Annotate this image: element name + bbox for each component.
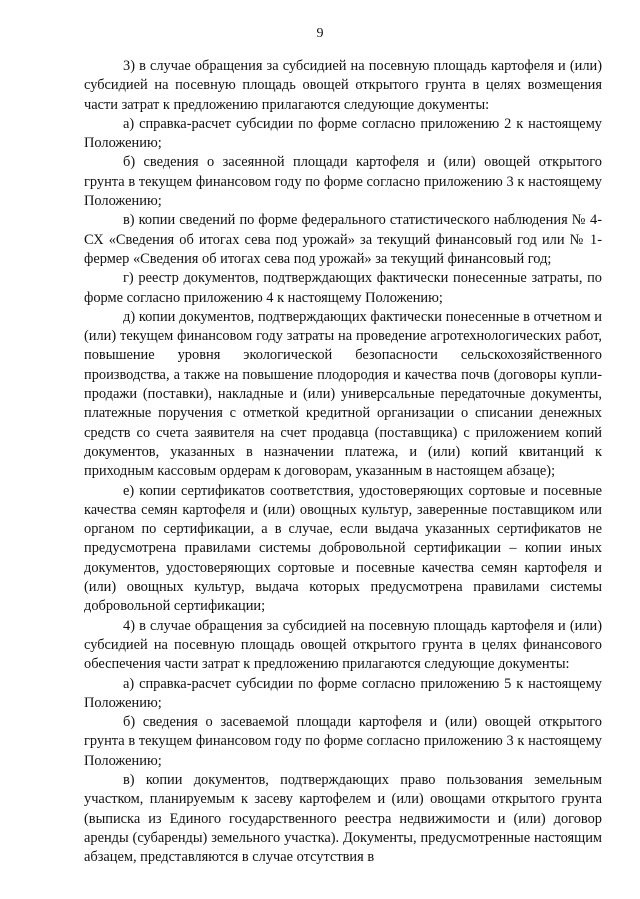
paragraph-4b: б) сведения о засеваемой площади картофеля и (или) овощей открытого грунта в текущем финансовом году по форме согласно приложению 3 к настоящему Положению; [84, 714, 602, 769]
paragraph-3a: а) справка-расчет субсидии по форме согласно приложению 2 к настоящему Положению; [84, 115, 602, 152]
paragraph-3b: б) сведения о засеянной площади картофеля и (или) овощей открытого грунта в текущем финансовом году по форме согласно приложению 3 к настоящему Положению; [84, 154, 602, 210]
paragraph-3: 3) в случае обращения за субсидией на посевную площадь картофеля и (или) субсидией на посевную площадь овощей открытого грунта в целях возмещения части затрат к предложению прилагаются следующие документы: [84, 58, 602, 113]
document-body [84, 57, 602, 867]
paragraph-4a: а) справка-расчет субсидии по форме согласно приложению 5 к настоящему Положению; [84, 675, 602, 711]
paragraph-4v: в) копии документов, подтверждающих право пользования земельным участком, планируемым к засеву картофелем и (или) овощами открытого грунта (выписка из Единого государственного реестра недвижимости и (или) договор аренды (субаренды) земельного участка). Документы, предусмотренные настоящим абзацем, представляются в случае отсутствия в [84, 771, 602, 866]
paragraph-3d: д) копии документов, подтверждающих фактически понесенные в отчетном и (или) текущем финансовом году затраты на проведение агротехнологических работ, повышение уровня экологической безопасности сельскохозяйственного производства, а также на повышение плодородия и качества почв (договоры купли-продажи (поставки), накладные и (или) универсальные передаточные документы, платежные поручения с отметкой кредитной организации о списании денежных средств со счета заявителя на счет продавца (поставщика) с приложением копий документов, указанных в назначении платежа, и (или) копий квитанций к приходным кассовым ордерам к договорам, указанным в настоящем абзаце); [84, 308, 602, 480]
paragraph-3g: г) реестр документов, подтверждающих фактически понесенные затраты, по форме согласно приложению 4 к настоящему Положению; [84, 270, 602, 306]
paragraph-3e: е) копии сертификатов соответствия, удостоверяющих сортовые и посевные качества семян картофеля и (или) овощных культур, заверенные поставщиком или органом по сертификации, а в случае, если выдача указанных сертификатов не предусмотрена правилами системы добровольной сертификации – копии иных документов, удостоверяющих сортовые и посевные качества семян картофеля и (или) овощных культур, выдача которых предусмотрена правилами системы добровольной сертификации; [84, 482, 602, 615]
paragraph-4: 4) в случае обращения за субсидией на посевную площадь картофеля и (или) субсидией на посевную площадь овощей открытого грунта в целях финансового обеспечения части затрат к предложению прилагаются следующие документы: [84, 617, 602, 673]
page-number: 9 [316, 26, 324, 41]
paragraph-3v: в) копии сведений по форме федерального статистического наблюдения № 4-СХ «Сведения об итогах сева под урожай» за текущий финансовый год или № 1-фермер «Сведения об итогах сева под урожай» за текущий финансовый год; [84, 212, 602, 267]
